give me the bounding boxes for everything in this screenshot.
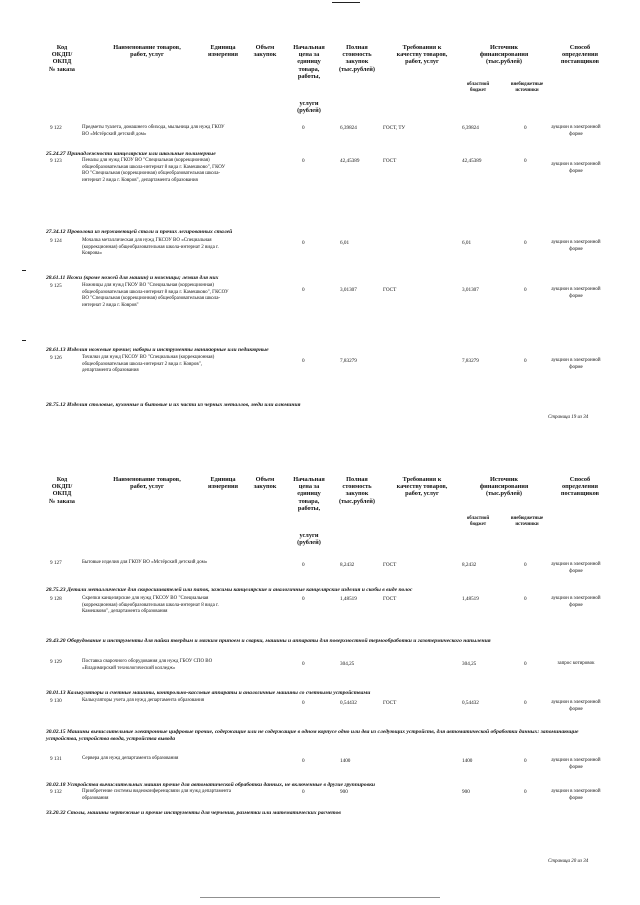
item-extrabudget: 0 <box>524 562 527 568</box>
item-price: 0 <box>302 287 305 293</box>
okpd-title: Изделия ножевые прочие; наборы и инструменты маникюрные или педикюрные <box>66 347 269 353</box>
item-method: аукцион в электронной форме <box>551 125 601 137</box>
okpd-code: 27.34.12 <box>46 229 66 235</box>
col-header-name: Наименование товаров, работ, услуг <box>113 476 181 491</box>
okpd-group <box>46 151 606 158</box>
item-cost: 7,83279 <box>340 358 357 364</box>
item-name: Пеналы для нужд ГКОУ ВО "Специальная (коррекционная) общеобразовательная школа-интернат 8 вида г. Камешково", ГКОУ ВО "Специальная (коррекционная) общеобразовательная школа-интернат 2 вида г. Ковров", департамента образования <box>82 158 226 183</box>
item-regional-budget: 1400 <box>462 758 473 764</box>
okpd-code: 30.02.18 <box>46 782 66 788</box>
item-name: Мочалка металлическая для нужд ГКСОУ ВО «Специальная (коррекционная) общеобразовательная школа-интернат 2 вида г. Коврова» <box>82 238 219 257</box>
item-requirements: ГОСТ <box>383 700 397 706</box>
item-regional-budget: 3,01307 <box>462 287 479 293</box>
item-price: 0 <box>302 358 305 364</box>
item-extrabudget: 0 <box>524 240 527 246</box>
col-header-unit: Единица измерения <box>207 476 239 491</box>
item-method: аукцион в электронной форме <box>551 358 601 370</box>
item-extrabudget: 0 <box>524 125 527 131</box>
item-extrabudget: 0 <box>524 358 527 364</box>
item-extrabudget: 0 <box>524 789 527 795</box>
item-cost: 6,39824 <box>340 125 357 131</box>
item-regional-budget: 42,45389 <box>462 158 482 164</box>
item-regional-budget: 7,83279 <box>462 358 479 364</box>
okpd-code: 30.01.13 <box>46 690 66 696</box>
col-header-price-units: услуги (рублей) <box>297 532 321 547</box>
item-price: 0 <box>302 758 305 764</box>
okpd-group <box>46 638 606 645</box>
item-extrabudget: 0 <box>524 758 527 764</box>
okpd-code: 25.24.27 <box>46 151 66 157</box>
order-number: 9 126 <box>50 355 62 361</box>
okpd-group <box>46 587 606 594</box>
col-header-source-extrabudget: внебюджетные источники <box>510 82 544 93</box>
col-header-requirements: Требования к качеству товаров, работ, услуг <box>396 44 448 66</box>
col-header-unit: Единица измерения <box>207 44 239 59</box>
item-regional-budget: 6,39824 <box>462 125 479 131</box>
okpd-code: 33.20.32 <box>46 810 66 816</box>
item-method: запрос котировок <box>557 661 595 666</box>
col-header-source-regional: областной бюджет <box>466 82 490 93</box>
item-name: Точилки для нужд ГКСОУ ВО "Специальная (коррекционная) общеобразовательная школа-интернат 2 вида г. Ковров", департамента образования <box>82 355 215 374</box>
item-method: аукцион в электронной форме <box>551 287 601 299</box>
item-regional-budget: 1,48519 <box>462 596 479 602</box>
item-cost: 3,01307 <box>340 287 357 293</box>
col-header-price: Начальная цена за единицу товара, работы, <box>293 476 325 512</box>
okpd-code: 28.61.13 <box>46 347 66 353</box>
item-method: аукцион в электронной форме <box>551 700 601 712</box>
item-name: Калькуляторы учета для нужд департамента образования <box>82 698 205 703</box>
item-name: Предметы туалета, домашнего обихода, мыльница для нужд ГКОУ ВО «Мстёрский детский дом» <box>82 125 225 137</box>
item-cost: 1,48519 <box>340 596 357 602</box>
order-number: 9 131 <box>50 756 62 762</box>
order-number: 9 129 <box>50 659 62 665</box>
item-price: 0 <box>302 125 305 131</box>
item-price: 0 <box>302 562 305 568</box>
okpd-title: Оборудование и инструменты для пайки твердым и мягким припоем и сварки, машины и аппараты для поверхностной термообработки и газотермического напыления <box>66 638 491 644</box>
item-price: 0 <box>302 789 305 795</box>
okpd-title: Калькуляторы и счетные машины, контрольно-кассовые аппараты и аналогичные машины со счетными устройствами <box>66 690 371 696</box>
item-method: аукцион в электронной форме <box>551 562 601 574</box>
okpd-title: Принадлежности канцелярские или школьные полимерные <box>66 151 216 157</box>
item-method: аукцион в электронной форме <box>551 162 601 174</box>
okpd-group <box>46 690 606 697</box>
col-header-name: Наименование товаров, работ, услуг <box>113 44 181 59</box>
item-regional-budget: 900 <box>462 789 470 795</box>
okpd-title: Детали металлические для скоросшивателей или папок, зажимы канцелярские и аналогичные канцелярские изделия и скобы в виде полос <box>66 587 413 593</box>
order-number: 9 124 <box>50 238 62 244</box>
okpd-title: Машины вычислительные электронные цифровые прочие, содержащие или не содержащие в одном корпусе одно или два из следующих устройств, для автоматической обработки данных: запоминающие устройства, устройства ввода, устройства вывода <box>46 729 579 742</box>
okpd-code: 28.61.11 <box>46 275 66 281</box>
item-regional-budget: 8,2432 <box>462 562 477 568</box>
order-number: 9 130 <box>50 698 62 704</box>
okpd-group <box>46 275 606 282</box>
item-requirements: ГОСТ <box>383 562 397 568</box>
item-price: 0 <box>302 700 305 706</box>
item-cost: 8,2432 <box>340 562 355 568</box>
okpd-code: 28.75.23 <box>46 587 66 593</box>
item-name: Бытовые изделия для ГКОУ ВО «Мстёрский детский дом» <box>82 560 208 565</box>
item-cost: 0,54432 <box>340 700 357 706</box>
item-regional-budget: 6,01 <box>462 240 472 246</box>
col-header-source-extrabudget: внебюджетные источники <box>510 516 544 527</box>
col-header-price: Начальная цена за единицу товара, работы, <box>293 44 325 80</box>
col-header-code: Код ОКДП/ ОКПД № заказа <box>49 44 75 73</box>
scan-mark <box>200 897 440 898</box>
item-price: 0 <box>302 158 305 164</box>
order-number: 9 132 <box>50 789 62 795</box>
item-price: 0 <box>302 240 305 246</box>
okpd-group <box>46 402 606 409</box>
col-header-volume: Объем закупок <box>253 44 277 59</box>
item-price: 0 <box>302 661 305 667</box>
item-requirements: ГОСТ, ТУ <box>383 125 406 131</box>
okpd-group <box>46 229 606 236</box>
scan-mark <box>22 270 26 271</box>
item-requirements: ГОСТ <box>383 596 397 602</box>
okpd-group <box>46 810 606 817</box>
order-number: 9 127 <box>50 560 62 566</box>
order-number: 9 123 <box>50 158 62 164</box>
okpd-code: 28.75.12 <box>46 402 66 408</box>
okpd-title: Ножи (кроме ножей для машин) и ножницы; лезвия для них <box>66 275 219 281</box>
scan-mark <box>332 2 360 3</box>
item-regional-budget: 304,25 <box>462 661 477 667</box>
okpd-group <box>46 782 606 789</box>
item-method: аукцион в электронной форме <box>551 240 601 252</box>
okpd-title: Изделия столовые, кухонные и бытовые и их части из черных металлов, меди или алюминия <box>66 402 301 408</box>
item-requirements: ГОСТ <box>383 287 397 293</box>
item-extrabudget: 0 <box>524 158 527 164</box>
item-cost: 1400 <box>340 758 351 764</box>
item-name: Приобретение системы видеоконференцсвязи для нужд департамента образования <box>82 789 231 801</box>
item-name: Ножницы для нужд ГКОУ ВО "Специальная (коррекционная) общеобразовательная школа-интернат 8 вида г. Камешково", ГКСОУ ВО "Специальная (коррекционная) общеобразовательная школа-интернат 2 вида г. Ковров" <box>82 283 229 308</box>
item-name: Скрепки канцелярские для нужд ГКСОУ ВО "Специальная (коррекционная) общеобразовательная школа-интернат 8 вида г. Камешково", департамента образования <box>82 596 219 615</box>
col-header-source: Источник финансирования (тыс.рублей) <box>479 476 529 498</box>
item-cost: 304,25 <box>340 661 355 667</box>
item-extrabudget: 0 <box>524 287 527 293</box>
item-method: аукцион в электронной форме <box>551 596 601 608</box>
item-requirements: ГОСТ <box>383 158 397 164</box>
col-header-price-units: услуги (рублей) <box>297 100 321 115</box>
item-name: Поставка сварочного оборудования для нужд ГБОУ СПО ВО «Владимирский технологический колледж» <box>82 659 213 671</box>
col-header-cost: Полная стоимость закупок (тыс.рублей) <box>338 44 375 73</box>
item-method: аукцион в электронной форме <box>551 789 601 801</box>
col-header-source: Источник финансирования (тыс.рублей) <box>479 44 529 66</box>
okpd-title: Столы, машины чертежные и прочие инструменты для черчения, разметки или математических расчетов <box>66 810 341 816</box>
order-number: 9 128 <box>50 596 62 602</box>
item-regional-budget: 0,54432 <box>462 700 479 706</box>
order-number: 9 125 <box>50 283 62 289</box>
col-header-code: Код ОКДП/ ОКПД № заказа <box>49 476 75 505</box>
page-number: Страница 19 из 34 <box>548 415 589 420</box>
item-method: аукцион в электронной форме <box>551 758 601 770</box>
item-cost: 900 <box>340 789 348 795</box>
col-header-requirements: Требования к качеству товаров, работ, услуг <box>396 476 448 498</box>
item-extrabudget: 0 <box>524 661 527 667</box>
item-cost: 6,01 <box>340 240 350 246</box>
document-page-1 <box>0 0 640 440</box>
col-header-source-regional: областной бюджет <box>466 516 490 527</box>
okpd-code: 29.43.20 <box>46 638 66 644</box>
col-header-method: Способ определения поставщиков <box>560 476 600 498</box>
item-cost: 42,45389 <box>340 158 360 164</box>
okpd-code: 30.02.15 <box>46 729 66 735</box>
okpd-group <box>46 347 606 354</box>
okpd-group <box>46 729 606 743</box>
okpd-title: Проволока из нержавеющей стали и прочих легированных сталей <box>66 229 233 235</box>
item-extrabudget: 0 <box>524 596 527 602</box>
document-page-2 <box>0 440 640 905</box>
order-number: 9 122 <box>50 125 62 131</box>
item-extrabudget: 0 <box>524 700 527 706</box>
okpd-title: Устройства вычислительных машин прочие для автоматической обработки данных, не включенные в другие группировки <box>66 782 376 788</box>
col-header-volume: Объем закупок <box>253 476 277 491</box>
col-header-cost: Полная стоимость закупок (тыс.рублей) <box>338 476 375 505</box>
item-price: 0 <box>302 596 305 602</box>
item-name: Сервера для нужд департамента образования <box>82 756 179 761</box>
page-number: Страница 20 из 34 <box>548 859 589 864</box>
scan-mark <box>22 340 26 341</box>
col-header-method: Способ определения поставщиков <box>560 44 600 66</box>
